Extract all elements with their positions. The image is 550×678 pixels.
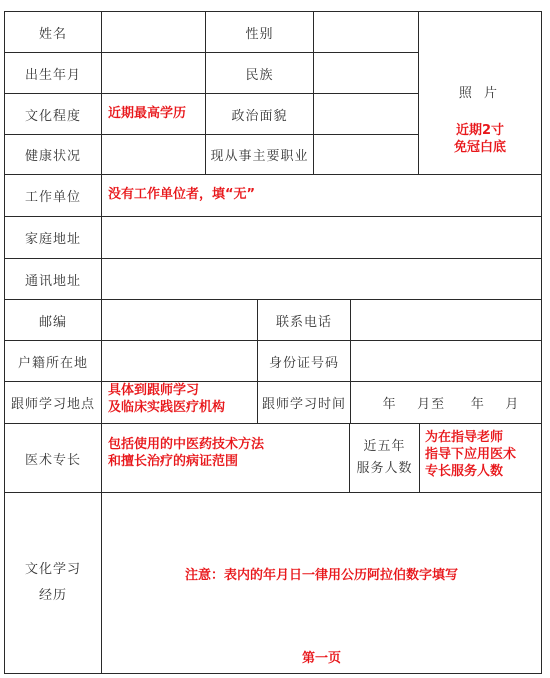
label-home-address: 家庭地址 <box>4 216 102 259</box>
label-patients-5yr-line1: 近五年 <box>363 439 406 454</box>
note-study-place-line1: 具体到跟师学习 <box>108 383 200 398</box>
field-phone[interactable] <box>350 299 542 341</box>
note-study-place-line2: 及临床实践医疗机构 <box>108 400 226 415</box>
label-health: 健康状况 <box>4 134 102 175</box>
note-patients-line3: 专长服务人数 <box>425 464 504 479</box>
label-ethnicity: 民族 <box>205 52 314 94</box>
label-id-number: 身份证号码 <box>257 340 351 382</box>
label-birth: 出生年月 <box>4 52 102 94</box>
label-mail-address: 通讯地址 <box>4 258 102 300</box>
note-notice: 注意：表内的年月日一律用公历阿拉伯数字填写 <box>184 568 458 583</box>
field-postcode[interactable] <box>101 299 258 341</box>
note-education: 近期最高学历 <box>108 106 187 121</box>
field-birth[interactable] <box>101 52 206 94</box>
label-occupation: 现从事主要职业 <box>205 134 314 175</box>
note-patients-line1: 为在指导老师 <box>425 430 504 445</box>
field-study-time[interactable]: 年 月至 年 月 <box>350 381 542 424</box>
note-specialty-line1: 包括使用的中医药技术方法 <box>108 437 265 452</box>
label-household: 户籍所在地 <box>4 340 102 382</box>
field-health[interactable] <box>101 134 206 175</box>
label-study-place: 跟师学习地点 <box>4 381 102 424</box>
label-photo: 照 片 <box>458 86 502 101</box>
label-study-time: 跟师学习时间 <box>257 381 351 424</box>
label-education: 文化程度 <box>4 93 102 135</box>
label-work-unit: 工作单位 <box>4 174 102 217</box>
field-occupation[interactable] <box>313 134 419 175</box>
label-patients-5yr <box>349 423 420 493</box>
note-patients-line2: 指导下应用医术 <box>425 447 517 462</box>
label-politics: 政治面貌 <box>205 93 314 135</box>
label-postcode: 邮编 <box>4 299 102 341</box>
field-id-number[interactable] <box>350 340 542 382</box>
label-study-history-line2: 经历 <box>38 588 67 603</box>
label-specialty: 医术专长 <box>4 423 102 493</box>
field-politics[interactable] <box>313 93 419 135</box>
note-photo-line1: 近期2寸 <box>455 123 505 138</box>
field-gender[interactable] <box>313 11 419 53</box>
label-gender: 性别 <box>205 11 314 53</box>
note-specialty-line2: 和擅长治疗的病证范围 <box>108 454 239 469</box>
field-name[interactable] <box>101 11 206 53</box>
note-page: 第一页 <box>301 651 341 666</box>
field-mail-address[interactable] <box>101 258 542 300</box>
field-household[interactable] <box>101 340 258 382</box>
label-study-history-line1: 文化学习 <box>24 562 81 577</box>
field-ethnicity[interactable] <box>313 52 419 94</box>
label-phone: 联系电话 <box>257 299 351 341</box>
field-home-address[interactable] <box>101 216 542 259</box>
note-work-unit: 没有工作单位者，填“无” <box>108 187 256 202</box>
note-photo-line2: 免冠白底 <box>453 140 506 155</box>
label-patients-5yr-line2: 服务人数 <box>356 461 413 476</box>
label-name: 姓名 <box>4 11 102 53</box>
label-study-history <box>4 492 102 674</box>
